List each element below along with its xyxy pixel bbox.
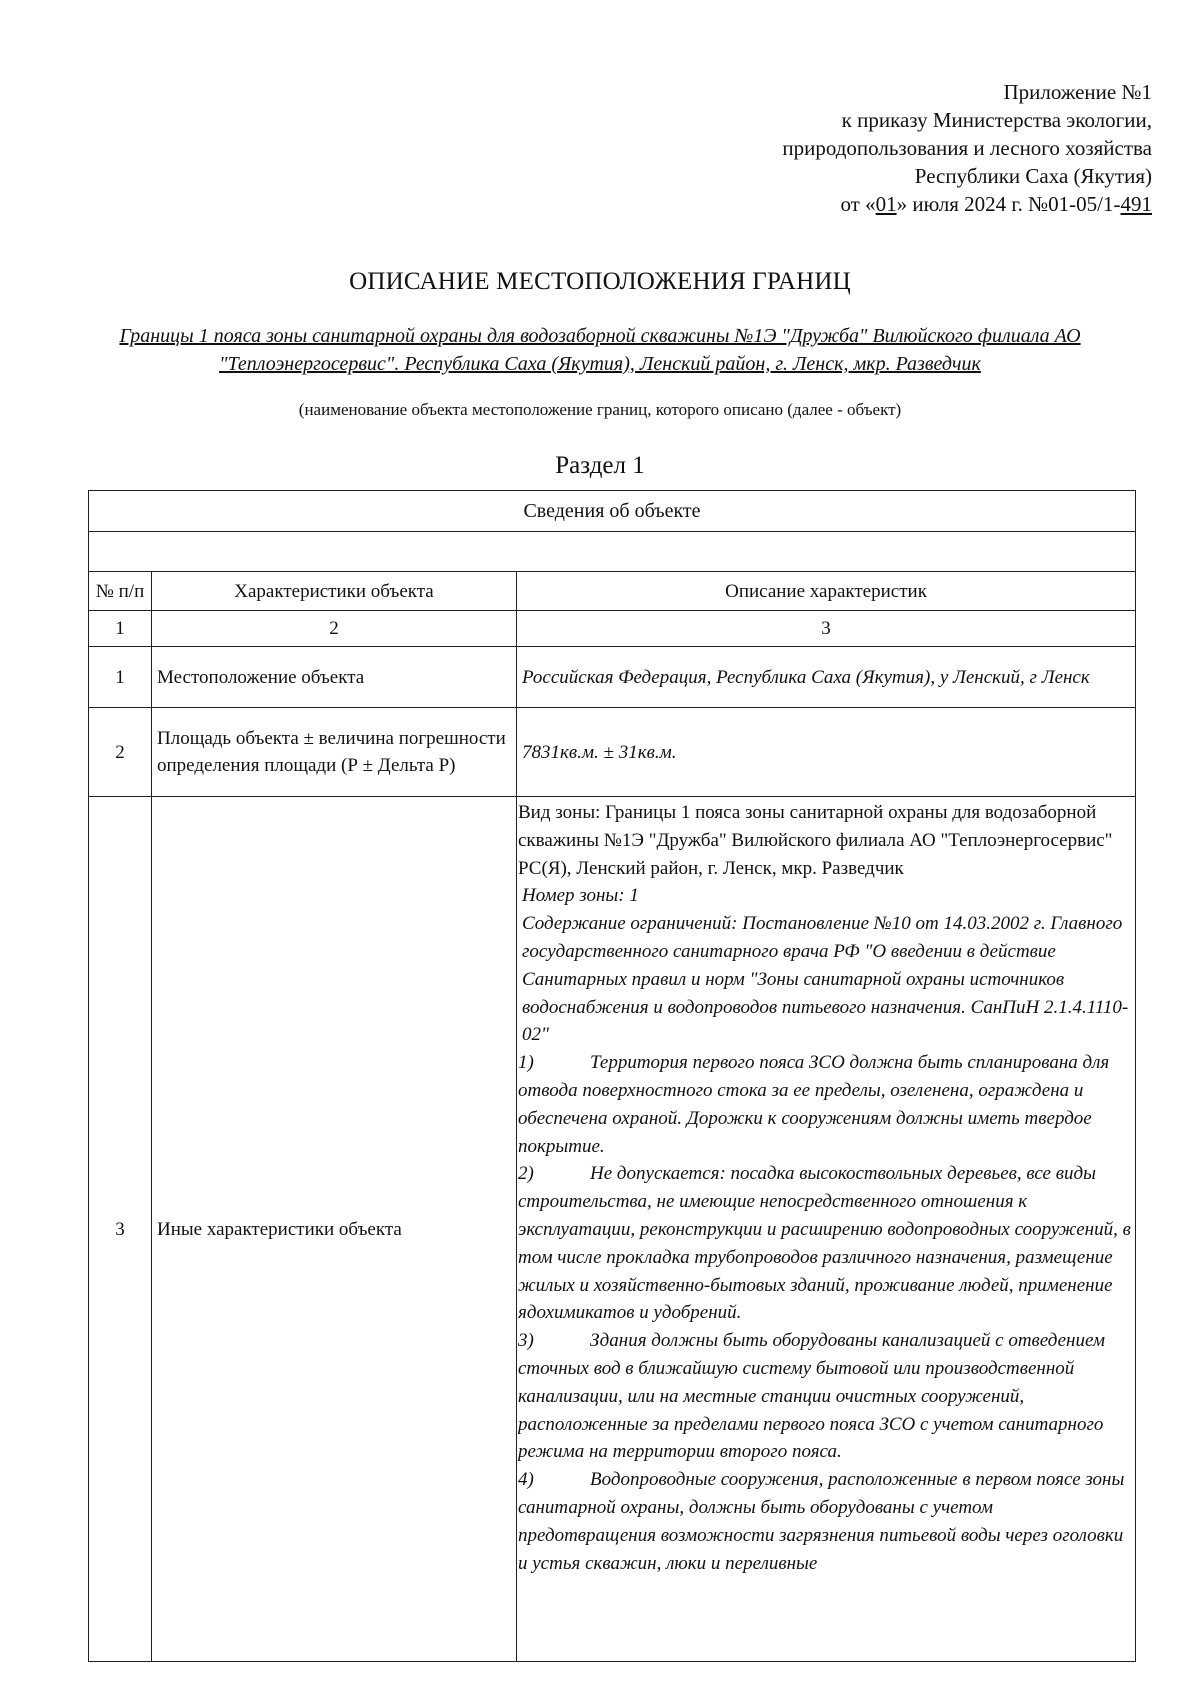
zone-restrictions: Содержание ограничений: Постановление №10 от 14.03.2002 г. Главного государственного санитарного врача РФ "О введении в действие Санитарных правил и норм "Зоны санитарной охраны источников водоснабжения и водопроводов питьевого назначения. СанПиН 2.1.4.1110-02" [522,913,1129,1046]
table-header-row [89,572,1136,611]
characteristic-value: Российская Федерация, Республика Саха (Якутия), у Ленский, г Ленск [517,647,1136,708]
restriction-item-text: Водопроводные сооружения, расположенные в первом поясе зоны санитарной охраны, должны быть оборудованы с учетом предотвращения возможности загрязнения питьевой воды через оголовки и устья скважин, люки и переливные [518,1469,1125,1574]
restriction-item-text: Здания должны быть оборудованы канализацией с отведением сточных вод в ближайшую систему бытовой или производственной канализации, или на местные станции очистных сооружений, расположенные за пределами первого пояса ЗСО с учетом санитарного режима на территории второго пояса. [518,1330,1106,1463]
characteristic-name: Иные характеристики объекта [152,797,517,1662]
order-line-department: природопользования и лесного хозяйства [782,136,1152,160]
object-caption: (наименование объекта местоположение границ, которого описано (далее - объект) [298,400,902,419]
table-row [89,647,1136,708]
restriction-item [518,1466,1133,1577]
table-row [89,708,1136,797]
restriction-item-number: 3) [518,1330,534,1352]
order-line-republic: Республики Саха (Якутия) [914,164,1152,188]
table-caption-row [89,491,1136,532]
restriction-item-number: 2) [518,1163,534,1185]
object-name: Границы 1 пояса зоны санитарной охраны для водозаборной скважины №1Э "Дружба" Вилюйского филиала АО "Теплоэнергосервис". Республика Саха (Якутия), Ленский район, г. Ленск, мкр. Разведчик [119,325,1081,375]
row-number: 2 [89,708,152,797]
restriction-item-number: 4) [518,1469,534,1491]
zone-type: Вид зоны: Границы 1 пояса зоны санитарной охраны для водозаборной скважины №1Э "Дружба" Вилюйского филиала АО "Теплоэнергосервис" РС(Я), Ленский район, г. Ленск, мкр. Разведчик [518,802,1113,879]
table-blank-row [89,532,1136,572]
order-line-ministry: к приказу Министерства экологии, [841,108,1152,132]
order-date-number: от «01» июля 2024 г. №01-05/1-491 [840,192,1152,216]
row-number: 3 [89,797,152,1662]
section-title: Раздел 1 [555,452,645,479]
object-info-table [88,490,1135,1662]
restriction-item [518,1160,1133,1327]
table-caption: Сведения об объекте [89,491,1136,532]
characteristic-value [517,797,1136,1662]
order-reference [782,78,1152,218]
column-number: 1 [89,611,152,647]
column-number-row [89,611,1136,647]
column-header: № п/п [89,572,152,611]
column-number: 2 [152,611,517,647]
characteristic-name: Площадь объекта ± величина погрешности определения площади (Р ± Дельта Р) [152,708,517,797]
restriction-item-number: 1) [518,1052,534,1074]
restriction-item [518,1049,1133,1160]
column-header: Характеристики объекта [152,572,517,611]
order-day: 01 [875,192,897,216]
zone-number: Номер зоны: 1 [522,885,639,907]
order-number: 491 [1120,192,1152,216]
restriction-item-text: Территория первого пояса ЗСО должна быть спланирована для отвода поверхностного стока за ее пределы, озеленена, ограждена и обеспечена охраной. Дорожки к сооружениям должны иметь твердое покрытие. [518,1052,1110,1157]
appendix-label: Приложение №1 [1003,80,1152,104]
document-title: ОПИСАНИЕ МЕСТОПОЛОЖЕНИЯ ГРАНИЦ [349,268,851,295]
column-header: Описание характеристик [517,572,1136,611]
restriction-item-text: Не допускается: посадка высокоствольных деревьев, все виды строительства, не имеющие непосредственного отношения к эксплуатации, реконструкции и расширению водопроводных сооружений, в том числе прокладка трубопроводов различного назначения, размещение жилых и хозяйственно-бытовых зданий, проживание людей, применение ядохимикатов и удобрений. [518,1163,1131,1324]
row-number: 1 [89,647,152,708]
column-number: 3 [517,611,1136,647]
characteristic-name: Местоположение объекта [152,647,517,708]
characteristic-value: 7831кв.м. ± 31кв.м. [517,708,1136,797]
table-row [89,797,1136,1662]
restriction-item [518,1327,1133,1466]
